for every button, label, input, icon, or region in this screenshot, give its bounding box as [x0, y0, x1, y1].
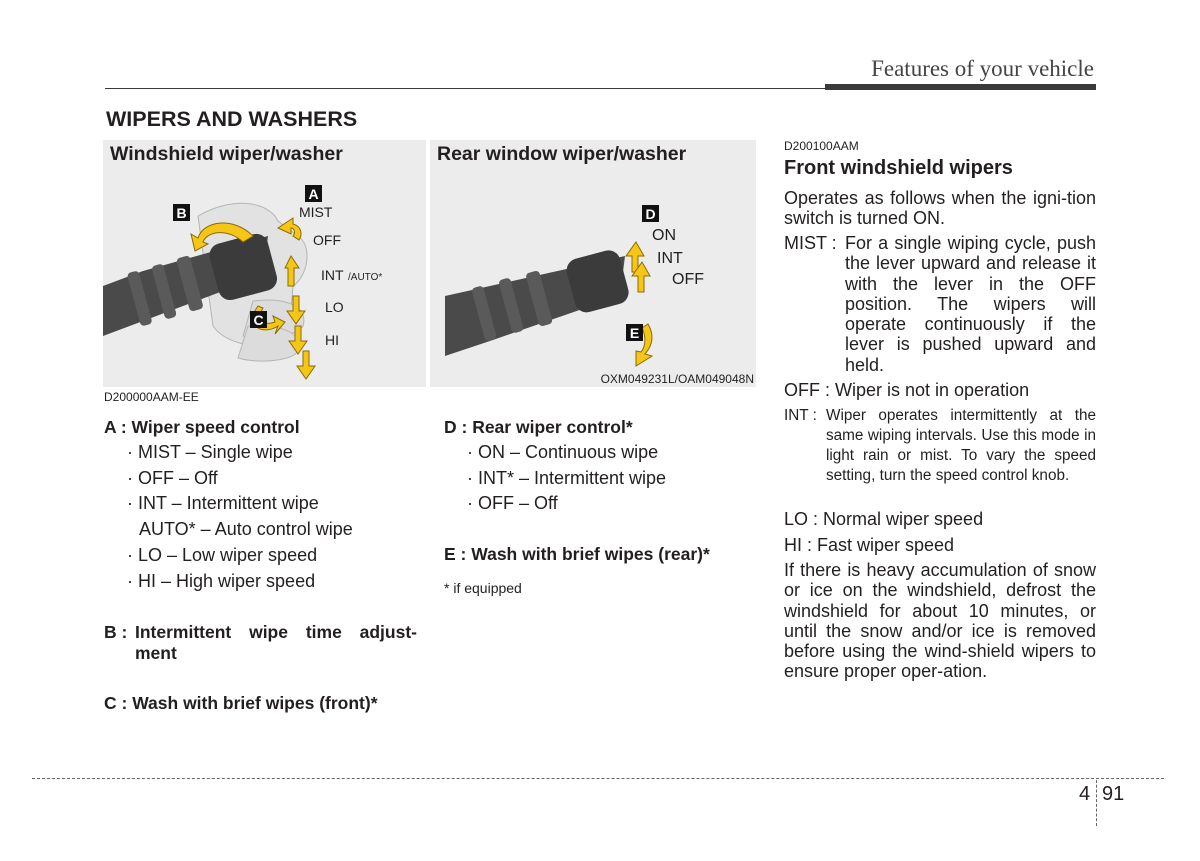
item-d-list — [467, 440, 666, 517]
label-e: E — [629, 325, 640, 341]
left-image-code: D200000AAM-EE — [104, 390, 199, 404]
label-d: D — [645, 206, 656, 222]
item-e-title: E : Wash with brief wipes (rear)* — [444, 544, 710, 564]
label-lo: LO — [325, 299, 344, 315]
int-text: Wiper operates intermittently at the same wiping intervals. Use this mode in light rain or mist. To vary the speed setting, turn the speed control knob. — [826, 407, 1096, 484]
label-a: A — [308, 186, 319, 202]
label-b: B — [176, 205, 187, 221]
subsection-heading: Front windshield wipers — [784, 157, 1013, 179]
page-header-title: Features of your vehicle — [871, 56, 1094, 81]
list-item: AUTO* – Auto control wipe — [139, 519, 353, 540]
label-rear-int: INT — [657, 250, 683, 267]
snow-paragraph: If there is heavy accumulation of snow or ice on the windshield, defrost the windshield for about 10 minutes, or until the snow and/or ice is removed before using the wind-shield wipers to ensure proper oper-ation. — [784, 560, 1096, 682]
int-description — [784, 406, 1096, 486]
item-b-prefix: B : — [104, 622, 128, 642]
lo-description: LO : Normal wiper speed — [784, 509, 984, 529]
header-rule-thick — [825, 84, 1096, 90]
section-code: D200100AAM — [784, 139, 859, 153]
label-hi: HI — [325, 332, 339, 348]
list-item: · LO – Low wiper speed — [127, 544, 318, 565]
label-on: ON — [652, 227, 676, 244]
list-item: · OFF – Off — [127, 467, 218, 488]
rear-panel-title: Rear window wiper/washer — [437, 143, 687, 165]
rear-image-code: OXM049231L/OAM049048N — [600, 372, 754, 386]
list-item: · INT – Intermittent wipe — [127, 493, 319, 514]
list-item: · OFF – Off — [467, 493, 558, 514]
windshield-panel-title: Windshield wiper/washer — [110, 143, 343, 165]
chapter-number: 4 — [1079, 783, 1091, 805]
footer-divider — [32, 778, 1164, 779]
list-item: · MIST – Single wipe — [127, 442, 293, 462]
label-auto: /AUTO* — [348, 272, 383, 283]
footnote: * if equipped — [444, 580, 522, 596]
item-b — [104, 622, 417, 663]
item-a-title: A : Wiper speed control — [104, 417, 300, 437]
label-mist: MIST — [299, 204, 333, 220]
mist-label: MIST : — [784, 233, 837, 253]
hi-description: HI : Fast wiper speed — [784, 535, 955, 555]
item-a-list — [127, 440, 353, 594]
item-b-line1: Intermittent wipe time adjust- — [135, 622, 417, 642]
item-c-title: C : Wash with brief wipes (front)* — [104, 693, 378, 713]
mist-text: For a single wiping cycle, push the lever upward and release it with the lever in the OFF position. The wipers will operate continuously if the lever is pushed upward and held. — [845, 233, 1096, 375]
mist-description — [784, 233, 1096, 375]
label-off: OFF — [313, 232, 341, 248]
intro-paragraph: Operates as follows when the igni-tion switch is turned ON. — [784, 188, 1096, 229]
list-item: · INT* – Intermittent wipe — [467, 467, 667, 488]
windshield-lever-drawing — [103, 176, 426, 387]
label-int: INT — [321, 267, 344, 283]
footer-vertical-divider — [1096, 780, 1097, 826]
item-b-line2: ment — [135, 642, 177, 663]
list-item: · ON – Continuous wipe — [467, 442, 659, 462]
item-d-title: D : Rear wiper control* — [444, 417, 633, 437]
list-item: · HI – High wiper speed — [127, 570, 316, 591]
page-number: 91 — [1102, 783, 1125, 805]
label-rear-off: OFF — [672, 271, 704, 288]
int-label: INT : — [784, 407, 817, 424]
rear-wiper-illustration — [430, 140, 756, 387]
windshield-wiper-illustration — [103, 140, 426, 387]
off-description: OFF : Wiper is not in operation — [784, 380, 1030, 400]
section-title: WIPERS AND WASHERS — [106, 107, 358, 131]
rear-lever-drawing — [430, 176, 756, 387]
header-rule-thin — [105, 88, 825, 89]
label-c: C — [253, 312, 264, 328]
